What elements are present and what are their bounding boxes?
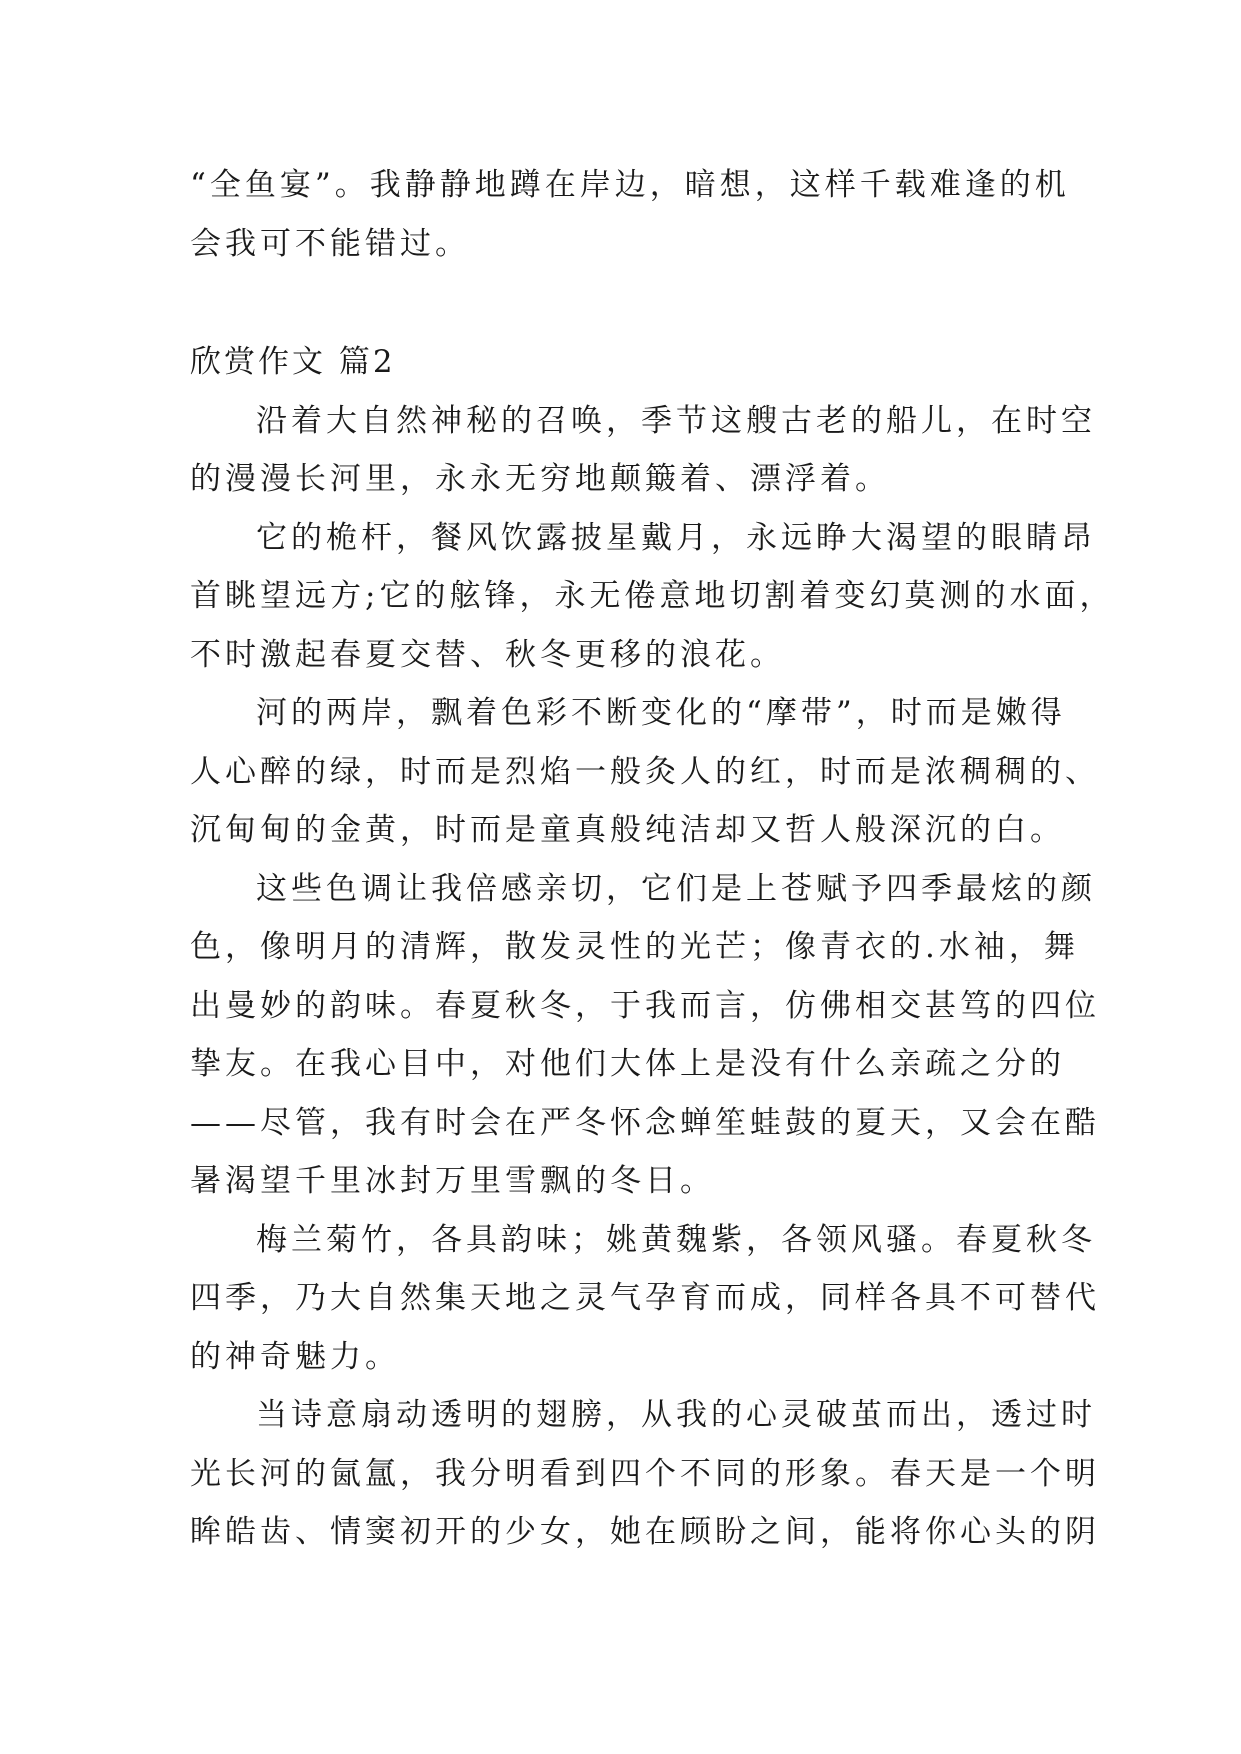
paragraph [190,1211,1100,1387]
text-line: 会我可不能错过。 [190,225,470,262]
text-line: 不时激起春夏交替、秋冬更移的浪花。 [190,636,785,673]
paragraph [190,684,1100,860]
paragraph [190,509,1115,685]
text-line: 梅兰菊竹，各具韵味；姚黄魏紫，各领风骚。春夏秋冬 [256,1221,1096,1258]
text-line: 的神奇魅力。 [190,1338,400,1375]
section-spacer [190,273,1065,333]
text-line: 的漫漫长河里，永永无穷地颠簸着、漂浮着。 [190,461,890,497]
text-line: ——尽管，我有时会在严冬怀念蝉笙蛙鼓的夏天，又会在酷 [190,1104,1100,1141]
text-line: 四季，乃大自然集天地之灵气孕育而成，同样各具不可替代 [190,1280,1100,1316]
text-line: 眸皓齿、情窦初开的少女，她在顾盼之间，能将你心头的阴 [190,1514,1100,1550]
text-line: 挚友。在我心目中，对他们大体上是没有什么亲疏之分的 [190,1046,1065,1082]
text-line: 当诗意扇动透明的翅膀，从我的心灵破茧而出，透过时 [256,1397,1096,1433]
text-line: 光长河的氤氲，我分明看到四个不同的形象。春天是一个明 [190,1455,1100,1492]
document-page [190,156,1115,1562]
paragraph [190,1386,1100,1562]
text-line: 沉甸甸的金黄，时而是童真般纯洁却又哲人般深沉的白。 [190,812,1065,848]
text-line: 河的两岸，飘着色彩不断变化的“摩带”，时而是嫩得 [256,695,1066,731]
text-line: “全鱼宴”。我静静地蹲在岸边，暗想，这样千载难逢的机 [190,167,1070,203]
text-line: 沿着大自然神秘的召唤，季节这艘古老的船儿，在时空 [256,402,1096,439]
intro-paragraph [190,156,1070,273]
text-line: 它的桅杆，餐风饮露披星戴月，永远睁大渴望的眼睛昂 [256,519,1096,556]
text-line: 出曼妙的韵味。春夏秋冬，于我而言，仿佛相交甚笃的四位 [190,987,1100,1024]
text-line: 这些色调让我倍感亲切，它们是上苍赋予四季最炫的颜 [256,870,1096,907]
text-line: 首眺望远方;它的舷锋，永无倦意地切割着变幻莫测的水面， [190,578,1115,614]
paragraph [190,860,1100,1211]
paragraph [190,392,1096,509]
section-heading: 欣赏作文 篇2 [190,344,396,380]
text-line: 人心醉的绿，时而是烈焰一般灸人的红，时而是浓稠稠的、 [190,753,1100,790]
text-line: 暑渴望千里冰封万里雪飘的冬日。 [190,1163,715,1199]
text-line: 色，像明月的清辉，散发灵性的光芒；像青衣的.水袖，舞 [190,929,1079,965]
